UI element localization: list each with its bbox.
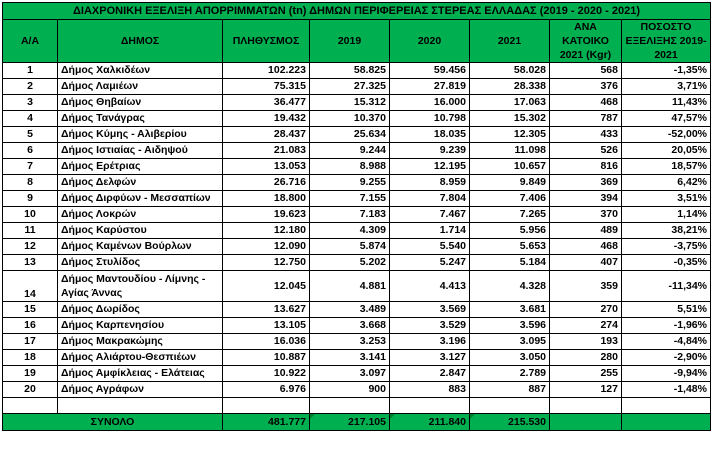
cell-2020[interactable]: 5.247: [390, 255, 470, 271]
cell-municipality[interactable]: Δήμος Λαμιέων: [58, 79, 223, 95]
cell-2019[interactable]: 7.155: [310, 191, 390, 207]
cell-2019[interactable]: 25.634: [310, 127, 390, 143]
cell-population[interactable]: 13.627: [223, 302, 310, 318]
cell-per-capita[interactable]: 816: [550, 159, 622, 175]
cell-change[interactable]: 3,71%: [622, 79, 711, 95]
spreadsheet: [2, 2, 711, 431]
cell-change[interactable]: 18,57%: [622, 159, 711, 175]
cell-per-capita[interactable]: 376: [550, 79, 622, 95]
table-row: [3, 95, 711, 111]
header-per-capita-line1: ΑΝΑ: [574, 21, 597, 33]
cell-2021[interactable]: 10.657: [470, 159, 550, 175]
cell-2019[interactable]: 4.309: [310, 223, 390, 239]
header-change-line2: ΕΞΕΛΙΞΗΣ 2019-: [625, 35, 707, 47]
formula-warning-marker-icon: [470, 414, 475, 419]
total-y2019[interactable]: [310, 414, 390, 431]
cell-per-capita[interactable]: 359: [550, 271, 622, 302]
cell-municipality[interactable]: Δήμος Ιστιαίας - Αιδηψού: [58, 143, 223, 159]
cell-population[interactable]: 13.053: [223, 159, 310, 175]
cell-change[interactable]: -4,84%: [622, 334, 711, 350]
cell-2019[interactable]: 3.489: [310, 302, 390, 318]
cell-municipality[interactable]: Δήμος Μακρακώμης: [58, 334, 223, 350]
cell-population[interactable]: 19.432: [223, 111, 310, 127]
cell-aa[interactable]: 20: [3, 382, 58, 398]
empty-cell[interactable]: [550, 398, 622, 414]
cell-population[interactable]: 13.105: [223, 318, 310, 334]
cell-municipality[interactable]: Δήμος Καμένων Βούρλων: [58, 239, 223, 255]
cell-municipality[interactable]: Δήμος Στυλίδος: [58, 255, 223, 271]
cell-2021[interactable]: 12.305: [470, 127, 550, 143]
cell-population[interactable]: 16.036: [223, 334, 310, 350]
cell-2021[interactable]: 9.849: [470, 175, 550, 191]
cell-2019[interactable]: 3.141: [310, 350, 390, 366]
cell-population[interactable]: 18.800: [223, 191, 310, 207]
table-row: [3, 63, 711, 79]
total-value: 211.840: [428, 415, 466, 428]
cell-aa[interactable]: 14: [3, 271, 58, 302]
cell-2020[interactable]: 59.456: [390, 63, 470, 79]
total-y2021[interactable]: [470, 414, 550, 431]
table-row: [3, 111, 711, 127]
cell-municipality[interactable]: Δήμος Κύμης - Αλιβερίου: [58, 127, 223, 143]
cell-per-capita[interactable]: 433: [550, 127, 622, 143]
cell-per-capita[interactable]: 270: [550, 302, 622, 318]
cell-per-capita[interactable]: 369: [550, 175, 622, 191]
cell-per-capita[interactable]: 787: [550, 111, 622, 127]
cell-2020[interactable]: 1.714: [390, 223, 470, 239]
cell-aa[interactable]: 11: [3, 223, 58, 239]
cell-population[interactable]: 28.437: [223, 127, 310, 143]
cell-2019[interactable]: 10.370: [310, 111, 390, 127]
cell-2019[interactable]: 7.183: [310, 207, 390, 223]
table-row: [3, 127, 711, 143]
cell-2020[interactable]: 10.798: [390, 111, 470, 127]
cell-aa[interactable]: 12: [3, 239, 58, 255]
cell-per-capita[interactable]: 370: [550, 207, 622, 223]
cell-per-capita[interactable]: 568: [550, 63, 622, 79]
cell-population[interactable]: 21.083: [223, 143, 310, 159]
cell-per-capita[interactable]: 468: [550, 239, 622, 255]
table-row: [3, 302, 711, 318]
cell-population[interactable]: 6.976: [223, 382, 310, 398]
empty-cell[interactable]: [310, 398, 390, 414]
cell-aa[interactable]: 8: [3, 175, 58, 191]
cell-2021[interactable]: 5.184: [470, 255, 550, 271]
cell-change[interactable]: -1,48%: [622, 382, 711, 398]
table-row: [3, 143, 711, 159]
table-title[interactable]: ΔΙΑΧΡΟΝΙΚΗ ΕΞΕΛΙΞΗ ΑΠΟΡΡΙΜΜΑΤΩΝ (tn) ΔΗΜΩΝ ΠΕΡΙΦΕΡΕΙΑΣ ΣΤΕΡΕΑΣ ΕΛΛΑΔΑΣ (2019 - 2020 - 2021): [3, 3, 711, 20]
header-per-capita-line2: ΚΑΤΟΙΚΟ: [562, 35, 609, 47]
formula-warning-marker-icon: [310, 414, 315, 419]
cell-municipality[interactable]: Δήμος Λοκρών: [58, 207, 223, 223]
table-row: [3, 79, 711, 95]
total-value: 217.105: [348, 415, 386, 428]
cell-per-capita[interactable]: 255: [550, 366, 622, 382]
cell-municipality[interactable]: Δήμος Ερέτριας: [58, 159, 223, 175]
total-y2020[interactable]: [390, 414, 470, 431]
cell-population[interactable]: 75.315: [223, 79, 310, 95]
table-row: [3, 334, 711, 350]
header-change[interactable]: [622, 20, 711, 63]
cell-2019[interactable]: 5.874: [310, 239, 390, 255]
cell-change[interactable]: 6,42%: [622, 175, 711, 191]
cell-2019[interactable]: 8.988: [310, 159, 390, 175]
header-population[interactable]: ΠΛΗΘΥΣΜΟΣ: [223, 20, 310, 63]
table-row: [3, 159, 711, 175]
cell-municipality[interactable]: Δήμος Καρπενησίου: [58, 318, 223, 334]
cell-municipality[interactable]: Δήμος Αμφίκλειας - Ελάτειας: [58, 366, 223, 382]
cell-aa[interactable]: 3: [3, 95, 58, 111]
cell-municipality[interactable]: Δήμος Μαντουδίου - Λίμνης - Αγίας Άννας: [58, 271, 223, 302]
cell-aa[interactable]: 17: [3, 334, 58, 350]
cell-aa[interactable]: 16: [3, 318, 58, 334]
cell-aa[interactable]: 18: [3, 350, 58, 366]
cell-2021[interactable]: 5.653: [470, 239, 550, 255]
cell-2021[interactable]: 58.028: [470, 63, 550, 79]
table-row: [3, 318, 711, 334]
header-2021[interactable]: 2021: [470, 20, 550, 63]
cell-2021[interactable]: 11.098: [470, 143, 550, 159]
cell-aa[interactable]: 19: [3, 366, 58, 382]
cell-2019[interactable]: 15.312: [310, 95, 390, 111]
empty-cell[interactable]: [223, 398, 310, 414]
cell-2021[interactable]: 887: [470, 382, 550, 398]
cell-2020[interactable]: 3.569: [390, 302, 470, 318]
cell-2021[interactable]: 28.338: [470, 79, 550, 95]
table-row: [3, 175, 711, 191]
cell-aa[interactable]: 9: [3, 191, 58, 207]
cell-change[interactable]: 1,14%: [622, 207, 711, 223]
cell-2021[interactable]: 3.050: [470, 350, 550, 366]
cell-per-capita[interactable]: 394: [550, 191, 622, 207]
cell-2020[interactable]: 5.540: [390, 239, 470, 255]
cell-2020[interactable]: 883: [390, 382, 470, 398]
cell-per-capita[interactable]: 193: [550, 334, 622, 350]
empty-cell[interactable]: [58, 398, 223, 414]
table-row: [3, 271, 711, 302]
cell-2019[interactable]: 3.668: [310, 318, 390, 334]
cell-change[interactable]: -11,34%: [622, 271, 711, 302]
cell-per-capita[interactable]: 127: [550, 382, 622, 398]
table-row: [3, 223, 711, 239]
header-change-line3: 2021: [654, 49, 678, 61]
total-row: [3, 414, 711, 431]
cell-change[interactable]: -3,75%: [622, 239, 711, 255]
cell-aa[interactable]: 10: [3, 207, 58, 223]
cell-2019[interactable]: 900: [310, 382, 390, 398]
cell-2020[interactable]: 27.819: [390, 79, 470, 95]
cell-aa[interactable]: 1: [3, 63, 58, 79]
cell-2021[interactable]: 7.406: [470, 191, 550, 207]
cell-municipality[interactable]: Δήμος Διρφύων - Μεσσαπίων: [58, 191, 223, 207]
cell-2019[interactable]: 58.825: [310, 63, 390, 79]
cell-2019[interactable]: 9.244: [310, 143, 390, 159]
cell-2021[interactable]: 4.328: [470, 271, 550, 302]
cell-2021[interactable]: 2.789: [470, 366, 550, 382]
cell-population[interactable]: 10.887: [223, 350, 310, 366]
cell-population[interactable]: 12.180: [223, 223, 310, 239]
cell-change[interactable]: -52,00%: [622, 127, 711, 143]
cell-population[interactable]: 12.750: [223, 255, 310, 271]
cell-2021[interactable]: 17.063: [470, 95, 550, 111]
cell-2019[interactable]: 3.097: [310, 366, 390, 382]
cell-change[interactable]: 47,57%: [622, 111, 711, 127]
cell-aa[interactable]: 4: [3, 111, 58, 127]
cell-municipality[interactable]: Δήμος Δωρίδος: [58, 302, 223, 318]
cell-2020[interactable]: 12.195: [390, 159, 470, 175]
empty-cell[interactable]: [550, 414, 622, 431]
cell-change[interactable]: 3,51%: [622, 191, 711, 207]
cell-population[interactable]: 19.623: [223, 207, 310, 223]
cell-municipality[interactable]: Δήμος Τανάγρας: [58, 111, 223, 127]
header-per-capita-line3: 2021 (Kgr): [559, 49, 612, 61]
cell-2020[interactable]: 2.847: [390, 366, 470, 382]
header-change-line1: ΠΟΣΟΣΤΟ: [640, 21, 692, 33]
cell-per-capita[interactable]: 526: [550, 143, 622, 159]
cell-aa[interactable]: 2: [3, 79, 58, 95]
cell-2019[interactable]: 4.881: [310, 271, 390, 302]
header-row: [3, 20, 711, 63]
cell-change[interactable]: 11,43%: [622, 95, 711, 111]
cell-2021[interactable]: 3.596: [470, 318, 550, 334]
cell-population[interactable]: 10.922: [223, 366, 310, 382]
cell-2020[interactable]: 16.000: [390, 95, 470, 111]
cell-2020[interactable]: 9.239: [390, 143, 470, 159]
table-row: [3, 207, 711, 223]
cell-change[interactable]: -0,35%: [622, 255, 711, 271]
table-row: [3, 350, 711, 366]
empty-cell[interactable]: [390, 398, 470, 414]
cell-2020[interactable]: 18.035: [390, 127, 470, 143]
header-dimos[interactable]: ΔΗΜΟΣ: [58, 20, 223, 63]
table-row: [3, 239, 711, 255]
cell-2021[interactable]: 3.681: [470, 302, 550, 318]
total-label[interactable]: ΣΥΝΟΛΟ: [3, 414, 223, 431]
formula-warning-marker-icon: [390, 414, 395, 419]
blank-row: [3, 398, 711, 414]
cell-municipality[interactable]: Δήμος Θηβαίων: [58, 95, 223, 111]
cell-municipality[interactable]: Δήμος Αγράφων: [58, 382, 223, 398]
cell-population[interactable]: 102.223: [223, 63, 310, 79]
table-row: [3, 255, 711, 271]
cell-population[interactable]: 12.090: [223, 239, 310, 255]
cell-per-capita[interactable]: 468: [550, 95, 622, 111]
cell-2020[interactable]: 7.804: [390, 191, 470, 207]
total-pop[interactable]: [223, 414, 310, 431]
cell-municipality[interactable]: Δήμος Αλιάρτου-Θεσπιέων: [58, 350, 223, 366]
cell-2020[interactable]: 3.127: [390, 350, 470, 366]
cell-2021[interactable]: 7.265: [470, 207, 550, 223]
cell-change[interactable]: -9,94%: [622, 366, 711, 382]
cell-2019[interactable]: 27.325: [310, 79, 390, 95]
cell-municipality[interactable]: Δήμος Δελφών: [58, 175, 223, 191]
cell-per-capita[interactable]: 407: [550, 255, 622, 271]
cell-change[interactable]: 20,05%: [622, 143, 711, 159]
cell-2019[interactable]: 9.255: [310, 175, 390, 191]
cell-aa[interactable]: 15: [3, 302, 58, 318]
table-row: [3, 382, 711, 398]
cell-2021[interactable]: 5.956: [470, 223, 550, 239]
total-value: 481.777: [268, 415, 306, 428]
total-value: 215.530: [508, 415, 546, 428]
cell-population[interactable]: 12.045: [223, 271, 310, 302]
cell-change[interactable]: 38,21%: [622, 223, 711, 239]
cell-2020[interactable]: 8.959: [390, 175, 470, 191]
table-row: [3, 191, 711, 207]
header-2019[interactable]: 2019: [310, 20, 390, 63]
cell-change[interactable]: 5,51%: [622, 302, 711, 318]
cell-municipality[interactable]: Δήμος Καρύστου: [58, 223, 223, 239]
table-row: [3, 366, 711, 382]
header-aa[interactable]: Α/Α: [3, 20, 58, 63]
cell-per-capita[interactable]: 280: [550, 350, 622, 366]
cell-change[interactable]: -2,90%: [622, 350, 711, 366]
empty-cell[interactable]: [470, 398, 550, 414]
waste-table: [2, 2, 711, 431]
empty-cell[interactable]: [3, 398, 58, 414]
cell-change[interactable]: -1,96%: [622, 318, 711, 334]
cell-aa[interactable]: 13: [3, 255, 58, 271]
cell-change[interactable]: -1,35%: [622, 63, 711, 79]
cell-2021[interactable]: 3.095: [470, 334, 550, 350]
cell-2019[interactable]: 5.202: [310, 255, 390, 271]
header-2020[interactable]: 2020: [390, 20, 470, 63]
cell-municipality[interactable]: Δήμος Χαλκιδέων: [58, 63, 223, 79]
cell-per-capita[interactable]: 274: [550, 318, 622, 334]
header-per-capita[interactable]: [550, 20, 622, 63]
empty-cell[interactable]: [622, 398, 711, 414]
cell-aa[interactable]: 6: [3, 143, 58, 159]
cell-2019[interactable]: 3.253: [310, 334, 390, 350]
cell-aa[interactable]: 5: [3, 127, 58, 143]
empty-cell[interactable]: [622, 414, 711, 431]
cell-aa[interactable]: 7: [3, 159, 58, 175]
cell-population[interactable]: 36.477: [223, 95, 310, 111]
cell-per-capita[interactable]: 489: [550, 223, 622, 239]
cell-2020[interactable]: 3.196: [390, 334, 470, 350]
cell-2020[interactable]: 3.529: [390, 318, 470, 334]
cell-2020[interactable]: 4.413: [390, 271, 470, 302]
cell-population[interactable]: 26.716: [223, 175, 310, 191]
cell-2021[interactable]: 15.302: [470, 111, 550, 127]
cell-2020[interactable]: 7.467: [390, 207, 470, 223]
